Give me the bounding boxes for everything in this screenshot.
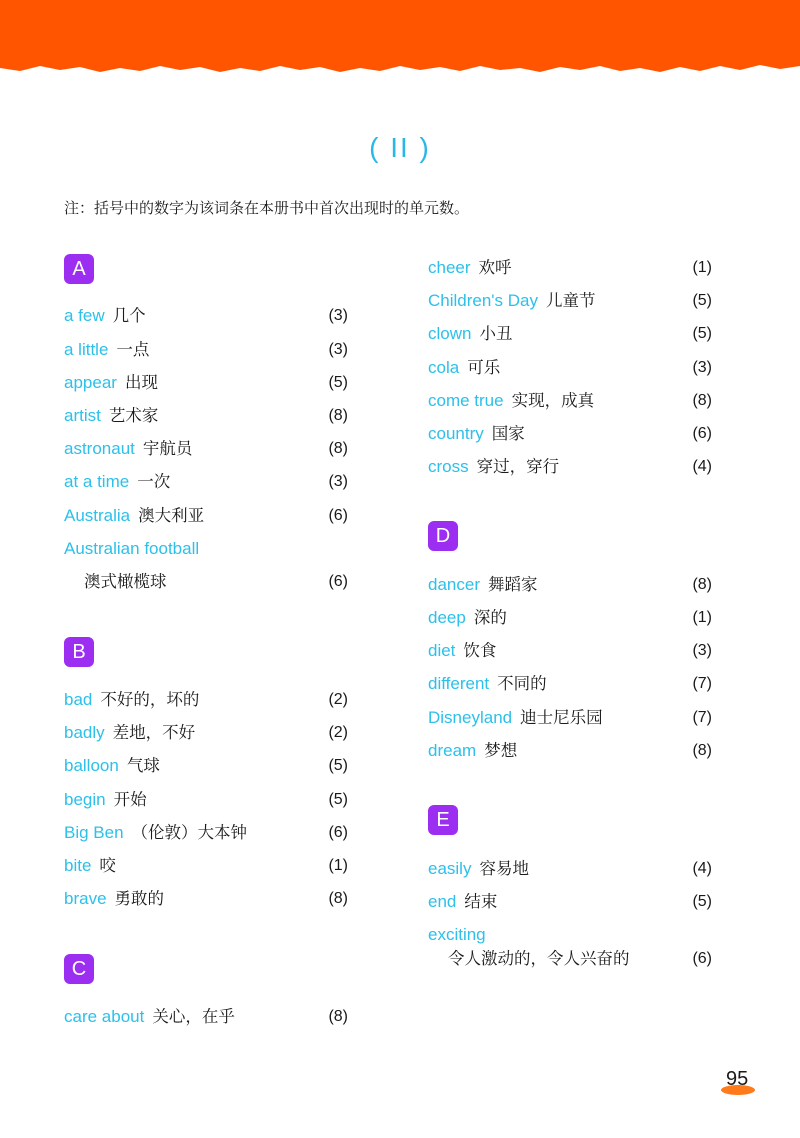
entry-english: bite (64, 856, 92, 875)
entry-chinese: 气球 (126, 756, 160, 775)
entry-chinese: 艺术家 (108, 406, 159, 425)
glossary-entry (64, 821, 348, 845)
entry-unit: (1) (692, 609, 712, 626)
letter-badge-a: A (64, 254, 94, 284)
entry-english: begin (64, 790, 106, 809)
entry-english: badly (64, 723, 105, 742)
entry-chinese: 迪士尼乐园 (520, 708, 603, 727)
entry-english: dancer (428, 575, 480, 594)
entry-english: balloon (64, 756, 119, 775)
entry-chinese: 几个 (112, 306, 146, 325)
letter-badge-d: D (428, 521, 458, 551)
glossary-entry (64, 688, 348, 712)
entry-unit: (5) (692, 292, 712, 309)
entry-chinese: 一点 (116, 340, 150, 359)
entry-chinese: 梦想 (484, 741, 518, 760)
entry-unit: (8) (328, 407, 348, 424)
entry-english: astronaut (64, 439, 135, 458)
entry-unit: (2) (328, 691, 348, 708)
entry-unit: (6) (328, 824, 348, 841)
glossary-entry (64, 338, 348, 362)
glossary-entry (428, 389, 712, 413)
entry-english: easily (428, 859, 472, 878)
entry-english: exciting (428, 925, 486, 944)
entry-english: clown (428, 324, 472, 343)
entry-chinese: 容易地 (479, 859, 529, 878)
entry-unit: (1) (328, 857, 348, 874)
glossary-entry (64, 1005, 348, 1029)
entry-english: appear (64, 373, 117, 392)
glossary-entry (428, 422, 712, 446)
entry-unit: (8) (328, 440, 348, 457)
entry-unit: (8) (328, 890, 348, 907)
entry-chinese: 不好的，坏的 (100, 690, 200, 709)
entry-unit: (8) (692, 576, 712, 593)
glossary-entry (428, 606, 712, 630)
entry-chinese: 咬 (99, 856, 116, 875)
entry-english: Children's Day (428, 291, 539, 310)
glossary-entry (64, 788, 348, 812)
glossary-entry (428, 289, 712, 313)
glossary-entry (428, 322, 712, 346)
entry-english: a few (64, 306, 105, 325)
entry-english: cheer (428, 258, 471, 277)
glossary-entry (64, 504, 348, 528)
glossary-entry (64, 304, 348, 328)
entry-english: Australian football (64, 539, 200, 558)
glossary-entry (64, 371, 348, 395)
page-number: 95 (726, 1068, 749, 1090)
entry-chinese: 勇敢的 (114, 889, 165, 908)
entry-chinese: 令人激动的，令人兴奋的 (448, 949, 630, 968)
entry-english: brave (64, 889, 107, 908)
entry-unit: (3) (692, 359, 712, 376)
entry-unit: (1) (692, 259, 712, 276)
entry-unit: (5) (328, 374, 348, 391)
entry-unit: (7) (692, 675, 712, 692)
entry-english: Australia (64, 506, 131, 525)
entry-english: Disneyland (428, 708, 513, 727)
letter-badge-e: E (428, 805, 458, 835)
entry-chinese: 深的 (473, 608, 507, 627)
entry-chinese: 国家 (491, 424, 525, 443)
glossary-entry (64, 404, 348, 428)
entry-english: Big Ben (64, 823, 124, 842)
glossary-entry (428, 706, 712, 730)
entry-unit: (7) (692, 709, 712, 726)
entry-unit: (6) (692, 425, 712, 442)
entry-english: a little (64, 340, 109, 359)
entry-chinese: 小丑 (479, 324, 513, 343)
entry-english: care about (64, 1007, 145, 1026)
entry-unit: (8) (692, 742, 712, 759)
glossary-entry (64, 437, 348, 461)
entry-unit: (3) (328, 307, 348, 324)
glossary-entry (428, 923, 712, 947)
glossary-entry (428, 672, 712, 696)
entry-unit: (4) (692, 860, 712, 877)
glossary-entry (64, 854, 348, 878)
entry-english: cross (428, 457, 469, 476)
glossary-entry (64, 470, 348, 494)
section-title: ( II ) (369, 132, 431, 163)
entry-unit: (6) (692, 950, 712, 967)
glossary-entry (428, 455, 712, 479)
entry-unit: (8) (328, 1008, 348, 1025)
entry-unit: (3) (692, 642, 712, 659)
entry-unit: (5) (692, 893, 712, 910)
entry-chinese: 儿童节 (546, 291, 596, 310)
entry-unit: (6) (328, 573, 348, 590)
entry-unit: (5) (328, 791, 348, 808)
entry-english: diet (428, 641, 456, 660)
glossary-entry (428, 356, 712, 380)
entry-chinese: 关心，在乎 (152, 1007, 235, 1026)
entry-english: deep (428, 608, 466, 627)
entry-unit: (3) (328, 473, 348, 490)
glossary-entry (428, 639, 712, 663)
glossary-entry-continuation (428, 947, 712, 971)
entry-chinese: 开始 (113, 790, 147, 809)
entry-chinese: 出现 (124, 373, 158, 392)
entry-english: dream (428, 741, 477, 760)
entry-unit: (8) (692, 392, 712, 409)
entry-chinese: 穿过，穿行 (476, 457, 560, 476)
entry-unit: (5) (692, 325, 712, 342)
entry-english: come true (428, 391, 504, 410)
entry-chinese: （伦敦）大本钟 (131, 823, 248, 842)
entry-chinese: 宇航员 (142, 439, 193, 458)
entry-english: artist (64, 406, 101, 425)
entry-english: different (428, 674, 490, 693)
entry-chinese: 一次 (137, 472, 171, 491)
glossary-entry (64, 754, 348, 778)
glossary-entry (428, 256, 712, 280)
glossary-entry (64, 887, 348, 911)
glossary-entry (428, 890, 712, 914)
letter-badge-b: B (64, 637, 94, 667)
entry-english: cola (428, 358, 460, 377)
entry-unit: (3) (328, 341, 348, 358)
glossary-entry-continuation (64, 570, 348, 594)
letter-badge-c: C (64, 954, 94, 984)
entry-chinese: 饮食 (463, 641, 497, 660)
entry-unit: (5) (328, 757, 348, 774)
entry-chinese: 可乐 (467, 358, 501, 377)
entry-english: bad (64, 690, 93, 709)
entry-chinese: 舞蹈家 (487, 575, 538, 594)
entry-chinese: 澳式橄榄球 (84, 572, 167, 591)
entry-chinese: 欢呼 (478, 258, 512, 277)
entry-english: at a time (64, 472, 130, 491)
entry-chinese: 结束 (464, 892, 498, 911)
glossary-entry (64, 721, 348, 745)
glossary-entry (428, 739, 712, 763)
glossary-entry (64, 537, 348, 561)
entry-chinese: 澳大利亚 (138, 506, 205, 525)
entry-unit: (4) (692, 458, 712, 475)
entry-unit: (2) (328, 724, 348, 741)
entry-english: country (428, 424, 484, 443)
entry-chinese: 差地，不好 (112, 723, 196, 742)
entry-chinese: 实现，成真 (511, 391, 595, 410)
entry-unit: (6) (328, 507, 348, 524)
footnote: 注：括号中的数字为该词条在本册书中首次出现时的单元数。 (64, 199, 470, 217)
glossary-entry (428, 857, 712, 881)
glossary-entry (428, 573, 712, 597)
entry-english: end (428, 892, 457, 911)
top-banner (0, 0, 800, 80)
entry-chinese: 不同的 (497, 674, 547, 693)
